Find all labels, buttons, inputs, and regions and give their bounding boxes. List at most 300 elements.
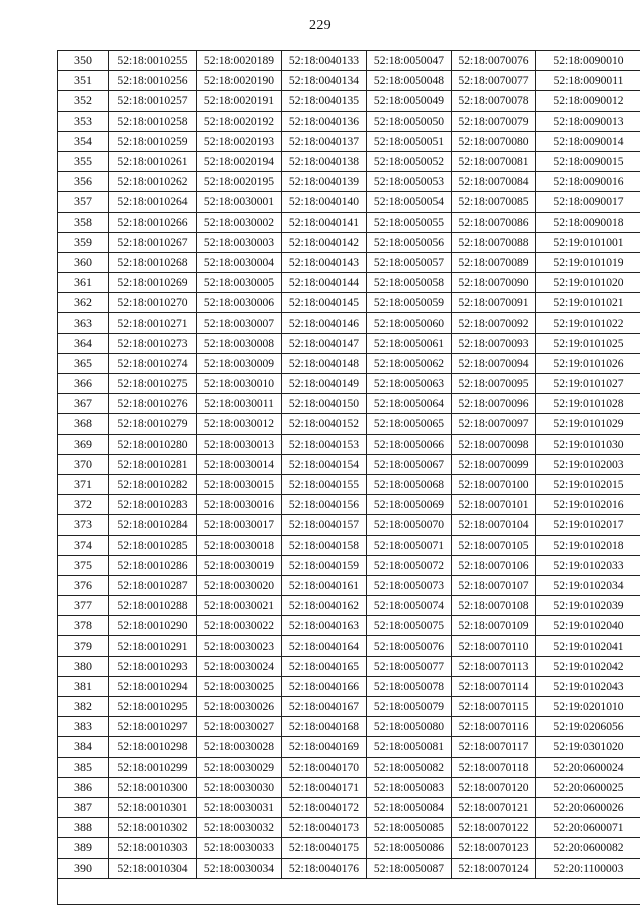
cadastral-number-cell: 52:18:0010276 [109,394,197,414]
cadastral-number-cell: 52:19:0206056 [536,717,640,737]
table-row [58,636,640,656]
cadastral-number-cell: 52:18:0050076 [367,636,452,656]
cadastral-number-cell: 52:18:0030010 [197,374,282,394]
cadastral-number-cell: 52:18:0050086 [367,838,452,858]
left-margin-rule [57,823,58,905]
cadastral-number-cell: 52:18:0070090 [452,273,536,293]
row-number-cell: 353 [58,111,109,131]
row-number-cell: 365 [58,353,109,373]
row-number-cell: 369 [58,434,109,454]
cadastral-number-cell: 52:18:0070093 [452,333,536,353]
cadastral-number-cell: 52:18:0010266 [109,212,197,232]
table-row [58,273,640,293]
cadastral-number-cell: 52:18:0050047 [367,51,452,71]
table-row [58,495,640,515]
row-number-cell: 379 [58,636,109,656]
cadastral-number-cell: 52:18:0030033 [197,838,282,858]
cadastral-number-cell: 52:18:0070114 [452,676,536,696]
table-row [58,676,640,696]
row-number-cell: 358 [58,212,109,232]
table-row [58,757,640,777]
cadastral-number-cell: 52:18:0090015 [536,151,640,171]
cadastral-number-cell: 52:18:0040156 [282,495,367,515]
table-row [58,51,640,71]
cadastral-number-cell: 52:18:0010303 [109,838,197,858]
table-row [58,818,640,838]
cadastral-number-cell: 52:18:0030024 [197,656,282,676]
cadastral-number-cell: 52:18:0040172 [282,797,367,817]
row-number-cell: 386 [58,777,109,797]
cadastral-number-cell: 52:18:0010270 [109,293,197,313]
cadastral-number-cell: 52:18:0050067 [367,454,452,474]
cadastral-number-cell: 52:18:0070120 [452,777,536,797]
cadastral-number-cell: 52:18:0090013 [536,111,640,131]
cadastral-number-cell: 52:18:0070100 [452,474,536,494]
cadastral-number-cell: 52:18:0010285 [109,535,197,555]
cadastral-number-cell: 52:18:0040164 [282,636,367,656]
cadastral-number-cell: 52:19:0102018 [536,535,640,555]
cadastral-number-cell: 52:18:0020193 [197,131,282,151]
table-row [58,71,640,91]
cadastral-number-cell: 52:18:0040166 [282,676,367,696]
cadastral-number-cell: 52:18:0030025 [197,676,282,696]
cadastral-number-cell: 52:18:0070108 [452,596,536,616]
table-row [58,596,640,616]
row-number-cell: 373 [58,515,109,535]
cadastral-number-cell: 52:19:0102017 [536,515,640,535]
cadastral-number-cell: 52:18:0050051 [367,131,452,151]
cadastral-number-cell: 52:18:0050060 [367,313,452,333]
cadastral-number-cell: 52:18:0030014 [197,454,282,474]
cadastral-number-cell: 52:18:0010300 [109,777,197,797]
cadastral-number-cell: 52:18:0040157 [282,515,367,535]
cadastral-number-cell: 52:18:0050048 [367,71,452,91]
cadastral-number-cell: 52:18:0070124 [452,858,536,878]
cadastral-number-cell: 52:18:0030001 [197,192,282,212]
cadastral-number-cell: 52:18:0040149 [282,374,367,394]
cadastral-number-cell: 52:19:0102043 [536,676,640,696]
cadastral-number-cell: 52:18:0020190 [197,71,282,91]
cadastral-number-cell: 52:18:0040152 [282,414,367,434]
table-row [58,353,640,373]
cadastral-number-cell: 52:18:0070116 [452,717,536,737]
cadastral-number-cell: 52:18:0010293 [109,656,197,676]
cadastral-number-cell: 52:18:0070117 [452,737,536,757]
cadastral-number-cell: 52:18:0040169 [282,737,367,757]
cadastral-number-cell: 52:18:0070107 [452,575,536,595]
cadastral-number-cell: 52:19:0102039 [536,596,640,616]
table-row [58,535,640,555]
cadastral-number-cell: 52:18:0050050 [367,111,452,131]
table-row [58,151,640,171]
cadastral-number-cell: 52:18:0090016 [536,172,640,192]
cadastral-number-cell: 52:18:0030006 [197,293,282,313]
cadastral-number-cell: 52:18:0040143 [282,252,367,272]
cadastral-number-cell: 52:18:0020194 [197,151,282,171]
cadastral-number-cell: 52:18:0030012 [197,414,282,434]
cadastral-number-cell: 52:18:0010261 [109,151,197,171]
cadastral-number-cell: 52:18:0040162 [282,596,367,616]
cadastral-number-cell: 52:18:0070109 [452,616,536,636]
table-row [58,616,640,636]
cadastral-number-cell: 52:18:0070097 [452,414,536,434]
cadastral-number-cell: 52:18:0070079 [452,111,536,131]
cadastral-number-cell: 52:18:0030013 [197,434,282,454]
row-number-cell: 360 [58,252,109,272]
cadastral-number-cell: 52:19:0101021 [536,293,640,313]
cadastral-number-cell: 52:19:0101028 [536,394,640,414]
cadastral-number-cell: 52:18:0010281 [109,454,197,474]
cadastral-number-cell: 52:18:0050074 [367,596,452,616]
table-row [58,394,640,414]
table-row [58,293,640,313]
cadastral-number-cell: 52:18:0010290 [109,616,197,636]
cadastral-number-cell: 52:18:0030008 [197,333,282,353]
table-row [58,212,640,232]
cadastral-number-cell: 52:18:0070106 [452,555,536,575]
cadastral-number-cell: 52:18:0010279 [109,414,197,434]
cadastral-number-cell: 52:18:0010295 [109,697,197,717]
cadastral-number-cell: 52:18:0010268 [109,252,197,272]
cadastral-number-cell: 52:18:0070081 [452,151,536,171]
cadastral-number-cell: 52:18:0040142 [282,232,367,252]
cadastral-number-cell: 52:18:0030027 [197,717,282,737]
cadastral-number-cell: 52:18:0050085 [367,818,452,838]
cadastral-number-cell: 52:18:0030034 [197,858,282,878]
cadastral-number-cell: 52:18:0040167 [282,697,367,717]
cadastral-number-cell: 52:18:0050065 [367,414,452,434]
cadastral-number-cell: 52:18:0010256 [109,71,197,91]
cadastral-number-cell: 52:18:0070123 [452,838,536,858]
table-row [58,374,640,394]
cadastral-number-cell: 52:18:0040175 [282,838,367,858]
row-number-cell: 367 [58,394,109,414]
cadastral-number-cell: 52:19:0201010 [536,697,640,717]
row-number-cell: 376 [58,575,109,595]
cadastral-number-cell: 52:18:0040165 [282,656,367,676]
cadastral-number-cell: 52:18:0050082 [367,757,452,777]
cadastral-number-cell: 52:18:0040171 [282,777,367,797]
cadastral-number-cell: 52:18:0070113 [452,656,536,676]
cadastral-number-cell: 52:18:0070095 [452,374,536,394]
table-row [58,838,640,858]
cadastral-number-cell: 52:18:0030020 [197,575,282,595]
table-row [58,797,640,817]
table-row [58,252,640,272]
cadastral-number-cell: 52:18:0010273 [109,333,197,353]
table-row [58,858,640,878]
cadastral-number-cell: 52:18:0040135 [282,91,367,111]
cadastral-number-cell: 52:18:0030003 [197,232,282,252]
cadastral-number-cell: 52:20:0600024 [536,757,640,777]
row-number-cell: 362 [58,293,109,313]
cadastral-number-cell: 52:18:0070104 [452,515,536,535]
cadastral-number-cell: 52:18:0040154 [282,454,367,474]
cadastral-number-cell: 52:18:0040176 [282,858,367,878]
cadastral-number-cell: 52:18:0030021 [197,596,282,616]
cadastral-number-cell: 52:18:0050079 [367,697,452,717]
cadastral-number-cell: 52:18:0070115 [452,697,536,717]
cadastral-number-cell: 52:18:0010269 [109,273,197,293]
row-number-cell: 356 [58,172,109,192]
cadastral-number-cell: 52:18:0040141 [282,212,367,232]
cadastral-number-cell: 52:18:0040170 [282,757,367,777]
cadastral-number-cell: 52:18:0030004 [197,252,282,272]
cadastral-number-cell: 52:18:0010299 [109,757,197,777]
cadastral-number-cell: 52:18:0050054 [367,192,452,212]
cadastral-number-cell: 52:18:0090010 [536,51,640,71]
row-number-cell: 371 [58,474,109,494]
row-number-cell: 364 [58,333,109,353]
cadastral-number-cell: 52:18:0020189 [197,51,282,71]
cadastral-number-cell: 52:19:0102034 [536,575,640,595]
table-body [58,51,640,879]
cadastral-number-cell: 52:18:0090011 [536,71,640,91]
cadastral-number-cell: 52:18:0050069 [367,495,452,515]
cadastral-number-cell: 52:18:0010259 [109,131,197,151]
cadastral-number-cell: 52:18:0050062 [367,353,452,373]
table-row [58,192,640,212]
cadastral-number-cell: 52:19:0101026 [536,353,640,373]
cadastral-number-cell: 52:18:0040146 [282,313,367,333]
cadastral-number-cell: 52:18:0010275 [109,374,197,394]
cadastral-number-cell: 52:18:0040168 [282,717,367,737]
cadastral-number-cell: 52:18:0010264 [109,192,197,212]
row-number-cell: 385 [58,757,109,777]
page-number: 229 [0,18,640,34]
cadastral-number-cell: 52:18:0050071 [367,535,452,555]
row-number-cell: 380 [58,656,109,676]
cadastral-number-cell: 52:18:0010274 [109,353,197,373]
cadastral-number-cell: 52:18:0010301 [109,797,197,817]
table-row [58,777,640,797]
cadastral-number-cell: 52:18:0070122 [452,818,536,838]
row-number-cell: 382 [58,697,109,717]
cadastral-number-cell: 52:18:0050055 [367,212,452,232]
cadastral-number-cell: 52:18:0050070 [367,515,452,535]
cadastral-number-cell: 52:18:0030009 [197,353,282,373]
cadastral-number-cell: 52:18:0070105 [452,535,536,555]
cadastral-number-cell: 52:18:0050072 [367,555,452,575]
cadastral-number-cell: 52:18:0030019 [197,555,282,575]
row-number-cell: 377 [58,596,109,616]
table-row [58,515,640,535]
table-row [58,697,640,717]
cadastral-number-cell: 52:18:0070094 [452,353,536,373]
cadastral-number-cell: 52:18:0040136 [282,111,367,131]
cadastral-number-cell: 52:18:0010282 [109,474,197,494]
cadastral-number-cell: 52:18:0010288 [109,596,197,616]
table-row [58,575,640,595]
cadastral-number-cell: 52:18:0070077 [452,71,536,91]
cadastral-number-cell: 52:18:0010262 [109,172,197,192]
cadastral-number-cell: 52:18:0050063 [367,374,452,394]
row-number-cell: 355 [58,151,109,171]
cadastral-number-cell: 52:18:0070092 [452,313,536,333]
cadastral-number-cell: 52:18:0010286 [109,555,197,575]
cadastral-number-cell: 52:18:0070118 [452,757,536,777]
cadastral-number-cell: 52:19:0301020 [536,737,640,757]
cadastral-number-cell: 52:19:0102015 [536,474,640,494]
cadastral-number-cell: 52:18:0030031 [197,797,282,817]
cadastral-number-cell: 52:20:0600071 [536,818,640,838]
cadastral-number-cell: 52:18:0030028 [197,737,282,757]
cadastral-number-cell: 52:18:0040153 [282,434,367,454]
table-row [58,656,640,676]
cadastral-number-cell: 52:19:0101020 [536,273,640,293]
cadastral-number-cell: 52:19:0101001 [536,232,640,252]
cadastral-number-cell: 52:18:0010280 [109,434,197,454]
table-row [58,232,640,252]
cadastral-number-cell: 52:19:0101019 [536,252,640,272]
cadastral-number-cell: 52:18:0050068 [367,474,452,494]
cadastral-number-cell: 52:18:0040144 [282,273,367,293]
cadastral-number-cell: 52:18:0040134 [282,71,367,91]
cadastral-number-cell: 52:18:0070084 [452,172,536,192]
cadastral-number-cell: 52:18:0010297 [109,717,197,737]
cadastral-number-cell: 52:18:0040158 [282,535,367,555]
cadastral-number-cell: 52:18:0050061 [367,333,452,353]
cadastral-number-cell: 52:18:0040145 [282,293,367,313]
cadastral-number-cell: 52:18:0050066 [367,434,452,454]
cadastral-number-cell: 52:18:0030030 [197,777,282,797]
cadastral-number-cell: 52:18:0020191 [197,91,282,111]
cadastral-number-cell: 52:19:0102003 [536,454,640,474]
cadastral-number-cell: 52:18:0010291 [109,636,197,656]
row-number-cell: 387 [58,797,109,817]
row-number-cell: 390 [58,858,109,878]
row-number-cell: 357 [58,192,109,212]
row-number-cell: 350 [58,51,109,71]
cadastral-number-cell: 52:18:0010255 [109,51,197,71]
cadastral-number-cell: 52:18:0090014 [536,131,640,151]
cadastral-number-cell: 52:19:0102040 [536,616,640,636]
cadastral-number-cell: 52:18:0010267 [109,232,197,252]
cadastral-number-cell: 52:18:0040161 [282,575,367,595]
cadastral-number-cell: 52:18:0040148 [282,353,367,373]
cadastral-number-cell: 52:19:0101025 [536,333,640,353]
cadastral-number-cell: 52:18:0070099 [452,454,536,474]
table-row [58,737,640,757]
cadastral-number-cell: 52:18:0010258 [109,111,197,131]
cadastral-number-cell: 52:18:0010287 [109,575,197,595]
row-number-cell: 363 [58,313,109,333]
cadastral-number-cell: 52:18:0030032 [197,818,282,838]
cadastral-number-cell: 52:19:0101029 [536,414,640,434]
table-row [58,414,640,434]
cadastral-number-cell: 52:18:0050049 [367,91,452,111]
cadastral-number-cell: 52:18:0010284 [109,515,197,535]
cadastral-number-cell: 52:19:0102016 [536,495,640,515]
cadastral-number-cell: 52:18:0010271 [109,313,197,333]
cadastral-number-cell: 52:18:0050064 [367,394,452,414]
cadastral-number-cell: 52:18:0040133 [282,51,367,71]
table-row [58,717,640,737]
cadastral-number-cell: 52:18:0050052 [367,151,452,171]
cadastral-number-cell: 52:18:0090017 [536,192,640,212]
cadastral-number-cell: 52:18:0070101 [452,495,536,515]
cadastral-number-cell: 52:18:0030023 [197,636,282,656]
cadastral-number-cell: 52:18:0050056 [367,232,452,252]
cadastral-number-cell: 52:18:0040140 [282,192,367,212]
cadastral-number-cell: 52:18:0010294 [109,676,197,696]
row-number-cell: 359 [58,232,109,252]
cadastral-number-cell: 52:18:0070091 [452,293,536,313]
cadastral-number-cell: 52:18:0050083 [367,777,452,797]
row-number-cell: 378 [58,616,109,636]
cadastral-number-cell: 52:18:0070089 [452,252,536,272]
cadastral-number-cell: 52:18:0050059 [367,293,452,313]
cadastral-number-cell: 52:18:0050078 [367,676,452,696]
cadastral-number-cell: 52:18:0040137 [282,131,367,151]
cadastral-number-table [57,50,640,879]
cadastral-number-cell: 52:18:0030002 [197,212,282,232]
table-row [58,434,640,454]
cadastral-number-cell: 52:18:0050080 [367,717,452,737]
row-number-cell: 361 [58,273,109,293]
cadastral-number-cell: 52:18:0010304 [109,858,197,878]
cadastral-number-cell: 52:18:0040147 [282,333,367,353]
row-number-cell: 352 [58,91,109,111]
cadastral-number-cell: 52:18:0010257 [109,91,197,111]
cadastral-number-cell: 52:19:0102041 [536,636,640,656]
cadastral-number-cell: 52:18:0070098 [452,434,536,454]
cadastral-number-cell: 52:18:0070085 [452,192,536,212]
cadastral-number-cell: 52:18:0030017 [197,515,282,535]
row-number-cell: 366 [58,374,109,394]
cadastral-number-cell: 52:18:0090018 [536,212,640,232]
row-number-cell: 389 [58,838,109,858]
table-row [58,555,640,575]
cadastral-number-cell: 52:18:0030011 [197,394,282,414]
cadastral-number-cell: 52:20:0600025 [536,777,640,797]
row-number-cell: 375 [58,555,109,575]
cadastral-number-cell: 52:18:0070080 [452,131,536,151]
cadastral-number-cell: 52:18:0010302 [109,818,197,838]
cadastral-number-cell: 52:18:0030026 [197,697,282,717]
cadastral-number-cell: 52:20:0600026 [536,797,640,817]
cadastral-number-cell: 52:19:0102033 [536,555,640,575]
cadastral-number-cell: 52:18:0050073 [367,575,452,595]
cadastral-number-cell: 52:20:0600082 [536,838,640,858]
row-number-cell: 383 [58,717,109,737]
cadastral-number-cell: 52:18:0050081 [367,737,452,757]
cadastral-number-cell: 52:18:0070121 [452,797,536,817]
row-number-cell: 388 [58,818,109,838]
cadastral-number-cell: 52:20:1100003 [536,858,640,878]
cadastral-number-cell: 52:18:0040163 [282,616,367,636]
cadastral-number-cell: 52:19:0102042 [536,656,640,676]
cadastral-number-cell: 52:19:0101022 [536,313,640,333]
cadastral-number-cell: 52:19:0101027 [536,374,640,394]
cadastral-number-cell: 52:18:0050084 [367,797,452,817]
table-row [58,91,640,111]
cadastral-number-cell: 52:18:0010283 [109,495,197,515]
cadastral-number-cell: 52:18:0040138 [282,151,367,171]
cadastral-number-cell: 52:18:0030022 [197,616,282,636]
cadastral-number-cell: 52:18:0030007 [197,313,282,333]
cadastral-number-cell: 52:18:0050057 [367,252,452,272]
cadastral-number-cell: 52:18:0040139 [282,172,367,192]
cadastral-number-cell: 52:18:0020192 [197,111,282,131]
row-number-cell: 381 [58,676,109,696]
cadastral-number-cell: 52:18:0050075 [367,616,452,636]
cadastral-number-cell: 52:18:0040173 [282,818,367,838]
cadastral-number-cell: 52:18:0050077 [367,656,452,676]
table-row [58,111,640,131]
row-number-cell: 354 [58,131,109,151]
row-number-cell: 384 [58,737,109,757]
